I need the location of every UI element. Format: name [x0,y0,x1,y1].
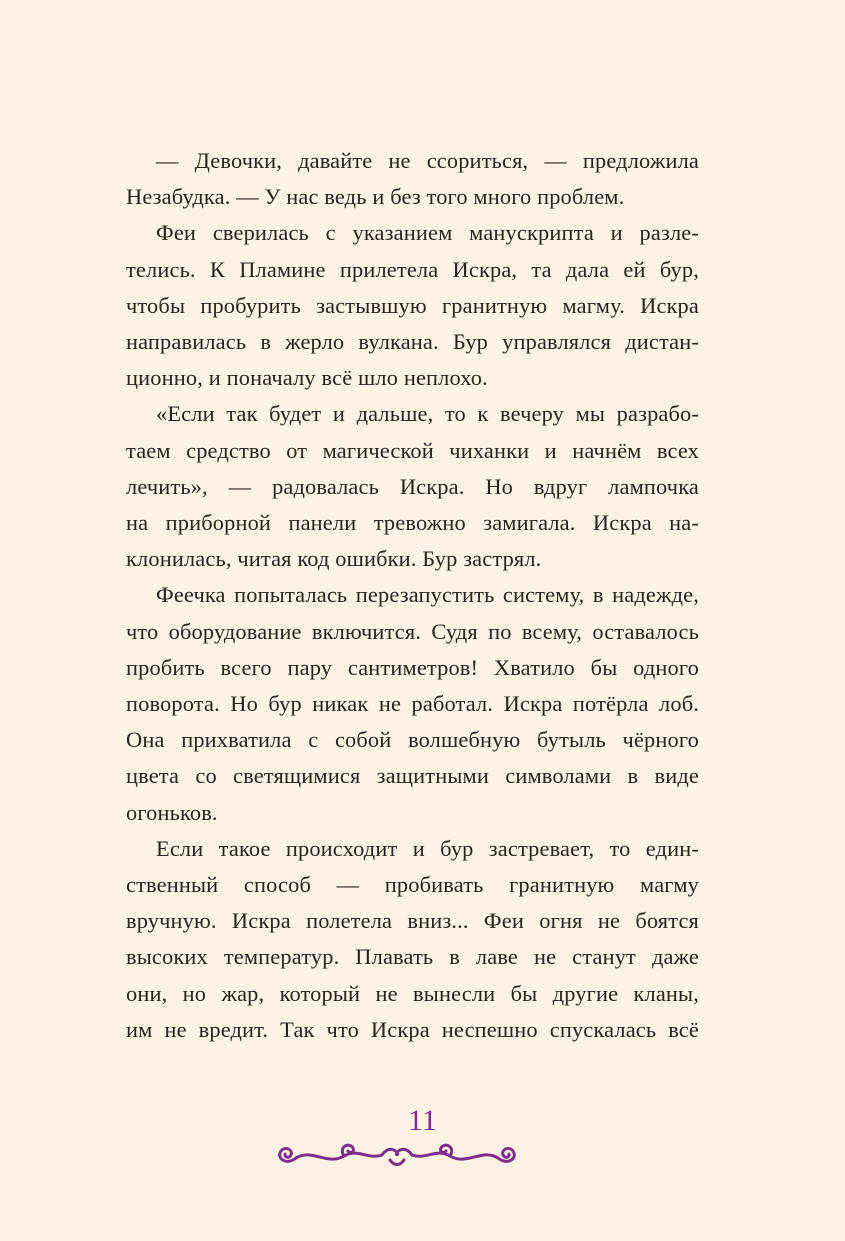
text-line: телись. К Пламине прилетела Искра, та дала ей бур, [126,256,699,282]
text-line: высоких температур. Плавать в лаве не станут даже [126,944,699,970]
paragraph [96,143,699,215]
text-line: — Девочки, давайте не ссориться, — предложила [156,148,699,173]
text-line: Феечка попыталась перезапустить систему, в надежде, [156,582,699,608]
text-line: лечить», — радовалась Искра. Но вдруг лампочка [126,473,699,499]
body-text [96,143,699,1048]
paragraph [96,831,699,1048]
text-line: пробить всего пару сантиметров! Хватило бы одного [126,654,699,680]
text-line: чтобы пробурить застывшую гранитную магму. Искра [126,292,699,318]
text-line: таем средство от магической чиханки и начнём всех [126,437,699,463]
text-line: что оборудование включится. Судя по всему, оставалось [126,618,699,644]
text-line: ционно, и поначалу всё шло неплохо. [126,365,488,391]
text-line: цвета со светящимися защитными символами в виде [126,763,699,789]
text-line: им не вредит. Так что Искра неспешно спускалась всё [126,1016,699,1042]
text-line: огоньков. [126,799,218,825]
text-line: Если такое происходит и бур застревает, то един- [156,835,699,861]
text-line: «Если так будет и дальше, то к вечеру мы разрабо- [156,401,699,427]
page-number: 11 [408,1104,437,1137]
paragraph [96,396,699,577]
paragraph [96,577,699,830]
text-line: поворота. Но бур никак не работал. Искра потёрла лоб. [126,691,699,717]
text-line: Феи сверилась с указанием манускрипта и разле- [156,220,699,246]
text-line: на приборной панели тревожно замигала. Искра на- [126,510,699,536]
text-line: клонилась, читая код ошибки. Бур застрял. [126,546,542,572]
text-line: они, но жар, который не вынесли бы другие кланы, [126,980,699,1006]
paragraph [96,215,699,396]
text-line: вручную. Искра полетела вниз... Феи огня не боятся [126,908,699,934]
text-line: Она прихватила с собой волшебную бутыль чёрного [126,727,699,753]
text-line: Незабудка. — У нас ведь и без того много проблем. [126,184,625,210]
flourish-ornament-icon [272,1138,522,1174]
text-line: ственный способ — пробивать гранитную магму [126,872,699,898]
text-line: направилась в жерло вулкана. Бур управлялся дистан- [126,329,699,355]
